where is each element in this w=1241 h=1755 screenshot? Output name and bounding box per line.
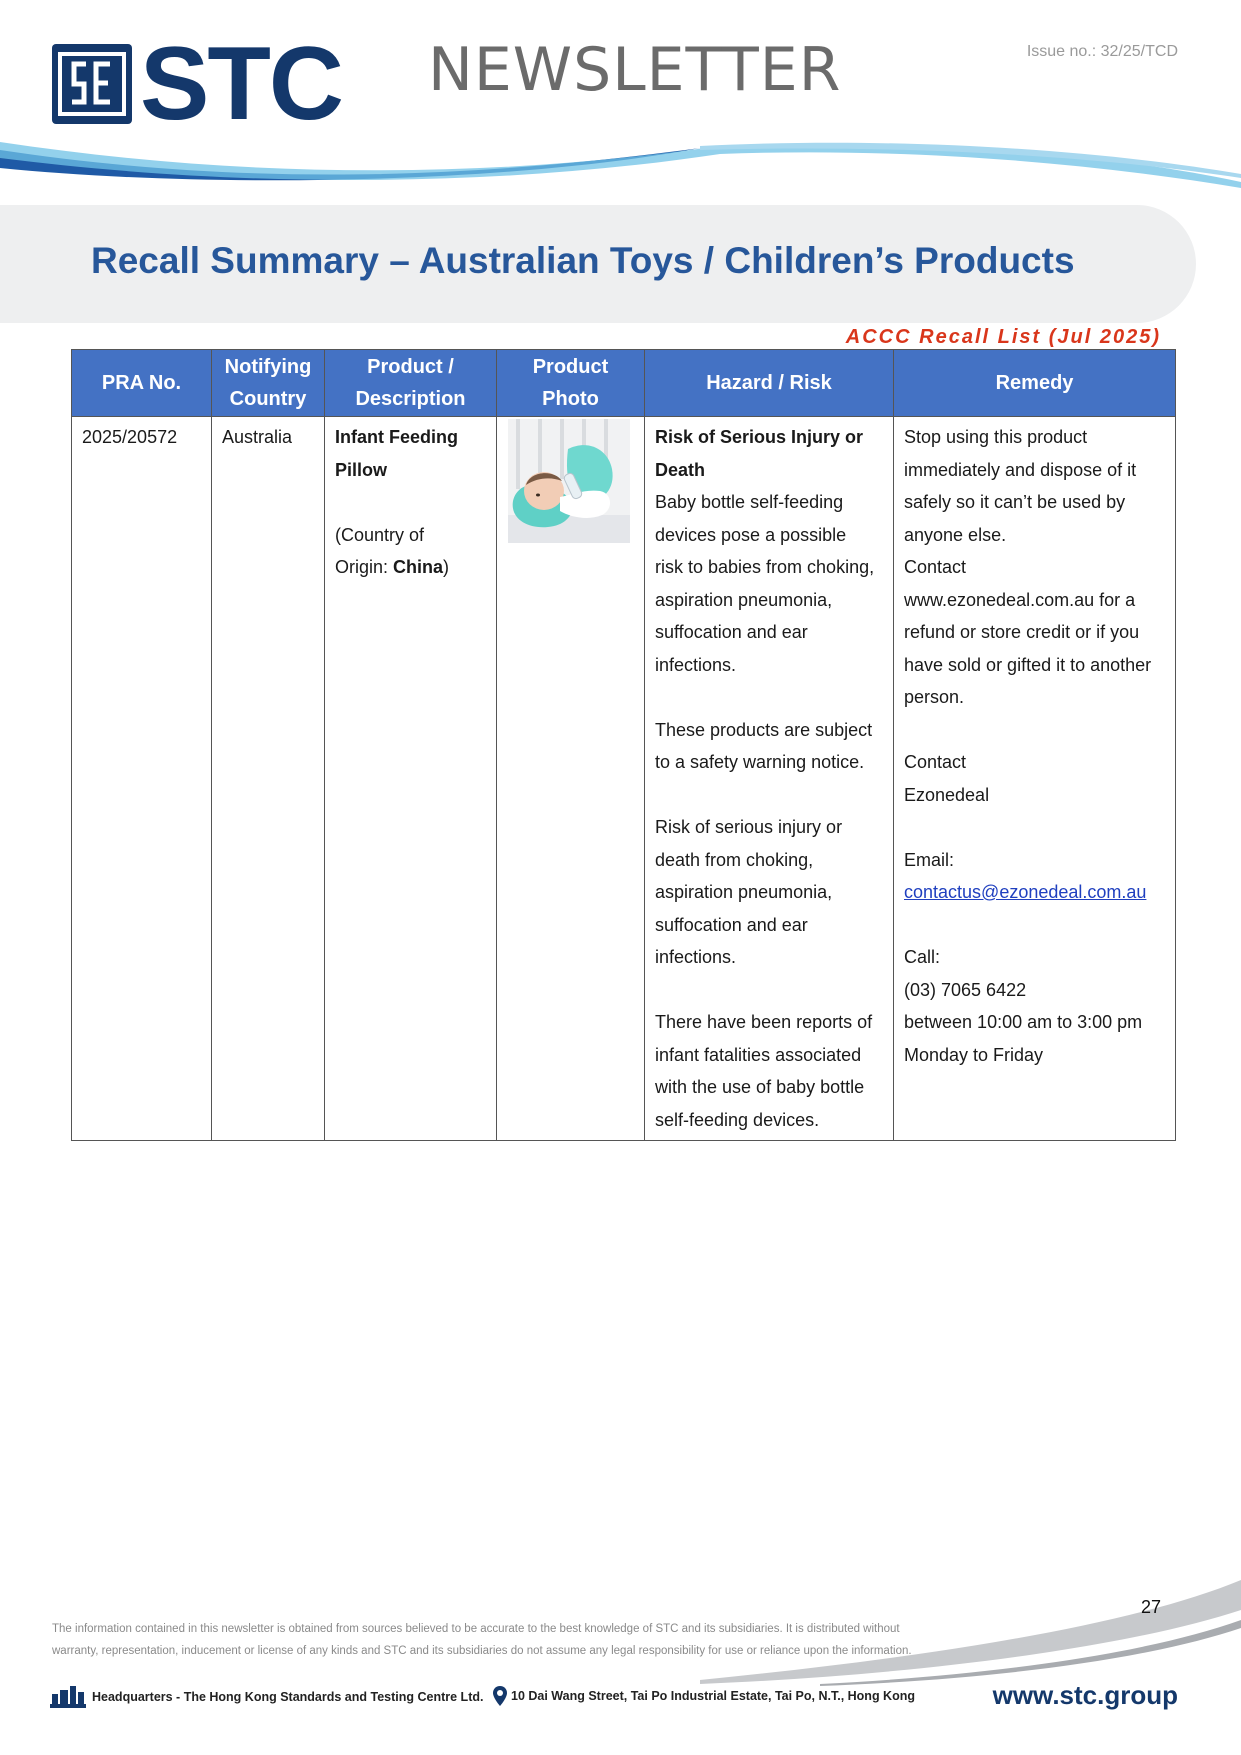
contact-phone: (03) 7065 6422 [904,979,1027,1000]
product-name: Pillow [335,459,388,480]
product-name: Infant Feeding [335,427,458,447]
map-pin-icon [493,1686,507,1706]
hazard-line: infections. [655,947,737,967]
page-number: 27 [1140,1597,1161,1617]
hazard-line: suffocation and ear [655,622,808,642]
remedy-line: Contact [904,557,967,577]
cell-product-description [325,417,497,1141]
disclaimer: The information contained in this newsletter is obtained from sources believed to be accurate to the best knowledge of STC and its subsidiaries. It is distributed without warranty, representation, inducement or license of any kinds and STC and its subsidiaries do not assume any legal responsibility for use or reliance upon the information. [52,1623,912,1657]
hazard-line: aspiration pneumonia, [655,882,833,902]
hazard-line: There have been reports of [655,1012,873,1032]
stc-logo-wordmark: STC [140,26,342,142]
hazard-line: Baby bottle self-feeding [655,492,844,512]
remedy-line: Stop using this product [904,427,1088,447]
product-photo-baby-feeding-pillow [508,419,630,543]
header-product-photo: Product Photo [497,350,645,417]
cell-remedy [894,417,1176,1141]
hazard-line: Risk of serious injury or [655,817,843,837]
hazard-line: suffocation and ear [655,914,808,935]
footer-headquarters: Headquarters - The Hong Kong Standards and Testing Centre Ltd. [50,1686,483,1708]
logo-emblem-icon [52,44,132,124]
hazard-line: Risk of Serious Injury or [655,427,864,447]
issue-number: Issue no.: 32/25/TCD [1026,43,1178,60]
hazard-line: risk to babies from choking, [655,557,875,577]
remedy-line: between 10:00 am to 3:00 pm [904,1012,1143,1032]
cell-pra-no: 2025/20572 [72,417,212,1141]
remedy-line: have sold or gifted it to another [904,654,1152,675]
hazard-line: infant fatalities associated [655,1044,862,1065]
hazard-line: infections. [655,654,737,675]
product-origin: (Country of [335,524,425,545]
remedy-line: Ezonedeal [904,784,990,805]
remedy-line: Email: [904,849,955,870]
remedy-line: immediately and dispose of it [904,459,1137,480]
header-notifying-country: Notifying Country [212,350,325,417]
hazard-line: self-feeding devices. [655,1109,820,1130]
hazard-line: Death [655,459,706,480]
hazard-line: These products are subject [655,719,873,740]
remedy-line: Monday to Friday [904,1044,1044,1065]
stc-logo-emblem [52,44,132,124]
header-hazard-risk: Hazard / Risk [645,350,894,417]
recall-list-label: ACCC Recall List (Jul 2025) [845,326,1161,348]
table-header-row [72,350,1176,417]
cell-notifying-country: Australia [212,417,325,1141]
page-title: Recall Summary – Australian Toys / Children’s Products [91,240,1075,281]
header-remedy: Remedy [894,350,1176,417]
cell-product-photo [497,417,645,1141]
hazard-line: death from choking, [655,849,814,870]
table-row [72,417,1176,1141]
remedy-line: person. [904,687,965,707]
product-origin: Origin: China) [335,557,450,577]
website-link[interactable]: www.stc.group [992,1680,1178,1710]
remedy-line: safely so it can’t be used by [904,492,1126,512]
hazard-line: to a safety warning notice. [655,752,865,772]
hazard-line: devices pose a possible [655,524,847,545]
remedy-line: refund or store credit or if you [904,622,1140,642]
remedy-line: Contact [904,752,967,772]
remedy-line: Call: [904,947,941,967]
building-icon [50,1686,86,1708]
recall-table [71,349,1176,1141]
header-product-description: Product / Description [325,350,497,417]
hazard-line: with the use of baby bottle [655,1077,865,1097]
newsletter-heading: NEWSLETTER [428,35,842,105]
footer-address: 10 Dai Wang Street, Tai Po Industrial Estate, Tai Po, N.T., Hong Kong [493,1686,915,1706]
cell-hazard-risk [645,417,894,1141]
remedy-line: www.ezonedeal.com.au for a [904,589,1136,610]
header-swoosh [0,138,1241,198]
remedy-line: anyone else. [904,524,1007,545]
contact-email-link[interactable]: contactus@ezonedeal.com.au [904,882,1147,902]
header-pra-no: PRA No. [72,350,212,417]
hazard-line: aspiration pneumonia, [655,589,833,610]
